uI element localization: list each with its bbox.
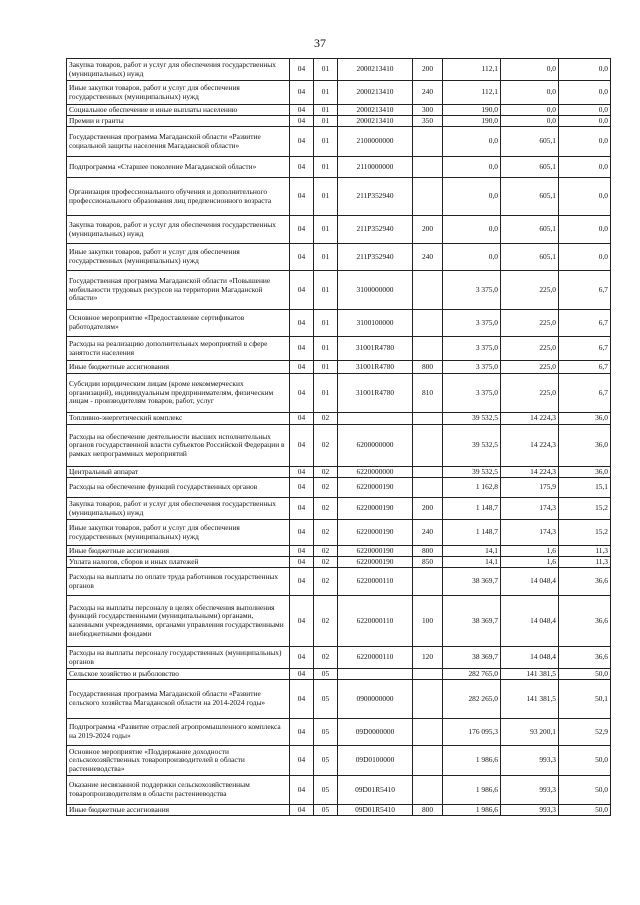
row-name-cell: Подпрограмма «Развитие отраслей агропромышленного комплекса на 2019-2024 годы»	[67, 719, 290, 746]
percent-cell: 36,0	[559, 425, 611, 467]
executed-amount-cell: 14 048,4	[501, 596, 559, 647]
executed-amount-cell: 0,0	[501, 59, 559, 81]
expense-type-cell: 800	[413, 805, 443, 816]
table-row	[67, 105, 611, 116]
subsection-code-cell: 05	[314, 746, 338, 776]
executed-amount-cell: 225,0	[501, 374, 559, 413]
section-code-cell: 04	[290, 105, 314, 116]
section-code-cell: 04	[290, 680, 314, 719]
subsection-code-cell: 02	[314, 647, 338, 669]
section-code-cell: 04	[290, 310, 314, 337]
row-name-cell: Иные бюджетные ассигнования	[67, 361, 290, 374]
target-article-cell: 6220000110	[338, 647, 413, 669]
section-code-cell: 04	[290, 647, 314, 669]
row-name-cell: Сельское хозяйство и рыболовство	[67, 669, 290, 680]
executed-amount-cell: 175,9	[501, 478, 559, 498]
section-code-cell: 04	[290, 478, 314, 498]
row-name-cell: Субсидии юридическим лицам (кроме некоммерческих организаций), индивидуальным предпринимателям, физическим лицам - производителям товаров, работ, услуг	[67, 374, 290, 413]
planned-amount-cell: 3 375,0	[443, 361, 501, 374]
row-name-cell: Государственная программа Магаданской области «Повышение мобильности трудовых ресурсов на территории Магаданской области»	[67, 271, 290, 310]
row-name-cell: Закупка товаров, работ и услуг для обеспечения государственных (муниципальных) нужд	[67, 498, 290, 520]
percent-cell: 52,9	[559, 719, 611, 746]
percent-cell: 0,0	[559, 127, 611, 157]
percent-cell: 36,6	[559, 596, 611, 647]
row-name-cell: Подпрограмма «Старшее поколение Магаданской области»	[67, 157, 290, 178]
executed-amount-cell: 225,0	[501, 271, 559, 310]
table-row	[67, 216, 611, 244]
section-code-cell: 04	[290, 178, 314, 216]
executed-amount-cell: 0,0	[501, 105, 559, 116]
table-row	[67, 467, 611, 478]
expense-type-cell: 850	[413, 557, 443, 568]
table-row	[67, 413, 611, 425]
table-row	[67, 568, 611, 596]
executed-amount-cell: 605,1	[501, 157, 559, 178]
table-row	[67, 244, 611, 271]
subsection-code-cell: 01	[314, 361, 338, 374]
percent-cell: 6,7	[559, 310, 611, 337]
percent-cell: 50,0	[559, 776, 611, 805]
executed-amount-cell: 225,0	[501, 337, 559, 361]
section-code-cell: 04	[290, 361, 314, 374]
section-code-cell: 04	[290, 127, 314, 157]
planned-amount-cell: 282 765,0	[443, 669, 501, 680]
expense-type-cell: 240	[413, 520, 443, 546]
executed-amount-cell: 225,0	[501, 310, 559, 337]
budget-table-body	[67, 59, 611, 816]
percent-cell: 6,7	[559, 374, 611, 413]
expense-type-cell: 200	[413, 216, 443, 244]
target-article-cell	[338, 413, 413, 425]
row-name-cell: Социальное обеспечение и иные выплаты населению	[67, 105, 290, 116]
section-code-cell: 04	[290, 546, 314, 557]
executed-amount-cell: 1,6	[501, 546, 559, 557]
section-code-cell: 04	[290, 244, 314, 271]
subsection-code-cell: 01	[314, 178, 338, 216]
target-article-cell: 2000213410	[338, 116, 413, 127]
executed-amount-cell: 174,3	[501, 520, 559, 546]
row-name-cell: Расходы на реализацию дополнительных мероприятий в сфере занятости населения	[67, 337, 290, 361]
section-code-cell: 04	[290, 498, 314, 520]
expense-type-cell	[413, 669, 443, 680]
subsection-code-cell: 02	[314, 546, 338, 557]
expense-type-cell: 800	[413, 546, 443, 557]
executed-amount-cell: 14 224,3	[501, 413, 559, 425]
expense-type-cell	[413, 178, 443, 216]
row-name-cell: Основное мероприятие «Предоставление сертификатов работодателям»	[67, 310, 290, 337]
target-article-cell: 0900000000	[338, 680, 413, 719]
section-code-cell: 04	[290, 746, 314, 776]
executed-amount-cell: 93 200,1	[501, 719, 559, 746]
table-row	[67, 596, 611, 647]
percent-cell: 0,0	[559, 81, 611, 105]
executed-amount-cell: 1,6	[501, 557, 559, 568]
planned-amount-cell: 0,0	[443, 127, 501, 157]
row-name-cell: Расходы на обеспечение функций государственных органов	[67, 478, 290, 498]
table-row	[67, 361, 611, 374]
table-row	[67, 127, 611, 157]
planned-amount-cell: 1 162,8	[443, 478, 501, 498]
row-name-cell: Топливно-энергетический комплекс	[67, 413, 290, 425]
row-name-cell: Иные закупки товаров, работ и услуг для обеспечения государственных (муниципальных) нужд	[67, 81, 290, 105]
target-article-cell: 09D0100000	[338, 746, 413, 776]
subsection-code-cell: 02	[314, 467, 338, 478]
table-row	[67, 157, 611, 178]
expense-type-cell: 200	[413, 59, 443, 81]
executed-amount-cell: 141 381,5	[501, 680, 559, 719]
expense-type-cell: 120	[413, 647, 443, 669]
row-name-cell: Закупка товаров, работ и услуг для обеспечения государственных (муниципальных) нужд	[67, 216, 290, 244]
target-article-cell: 211P352940	[338, 178, 413, 216]
planned-amount-cell: 0,0	[443, 157, 501, 178]
planned-amount-cell: 3 375,0	[443, 271, 501, 310]
section-code-cell: 04	[290, 59, 314, 81]
table-row	[67, 116, 611, 127]
expense-type-cell	[413, 719, 443, 746]
planned-amount-cell: 1 148,7	[443, 520, 501, 546]
target-article-cell: 09D01R5410	[338, 776, 413, 805]
percent-cell: 6,7	[559, 271, 611, 310]
percent-cell: 6,7	[559, 337, 611, 361]
executed-amount-cell: 993,3	[501, 805, 559, 816]
expense-type-cell: 800	[413, 361, 443, 374]
target-article-cell: 3100100000	[338, 310, 413, 337]
table-row	[67, 669, 611, 680]
planned-amount-cell: 39 532,5	[443, 425, 501, 467]
executed-amount-cell: 0,0	[501, 116, 559, 127]
row-name-cell: Премии и гранты	[67, 116, 290, 127]
target-article-cell: 6220000000	[338, 467, 413, 478]
table-row	[67, 647, 611, 669]
planned-amount-cell: 3 375,0	[443, 374, 501, 413]
expense-type-cell	[413, 776, 443, 805]
subsection-code-cell: 02	[314, 596, 338, 647]
section-code-cell: 04	[290, 81, 314, 105]
subsection-code-cell: 01	[314, 244, 338, 271]
section-code-cell: 04	[290, 157, 314, 178]
row-name-cell: Расходы на выплаты персоналу в целях обеспечения выполнения функций государственными (муниципальными) органами, казенными учреждениями, органами управления государственными внебюджетными фондами	[67, 596, 290, 647]
target-article-cell: 2110000000	[338, 157, 413, 178]
section-code-cell: 04	[290, 116, 314, 127]
row-name-cell: Оказание несвязанной поддержки сельскохозяйственным товаропроизводителям в области растениеводства	[67, 776, 290, 805]
target-article-cell: 2000213410	[338, 105, 413, 116]
row-name-cell: Закупка товаров, работ и услуг для обеспечения государственных (муниципальных) нужд	[67, 59, 290, 81]
percent-cell: 50,1	[559, 680, 611, 719]
expense-type-cell	[413, 337, 443, 361]
table-row	[67, 59, 611, 81]
table-row	[67, 271, 611, 310]
section-code-cell: 04	[290, 425, 314, 467]
planned-amount-cell: 3 375,0	[443, 310, 501, 337]
expense-type-cell	[413, 127, 443, 157]
table-row	[67, 310, 611, 337]
subsection-code-cell: 01	[314, 116, 338, 127]
subsection-code-cell: 05	[314, 680, 338, 719]
target-article-cell: 2000213410	[338, 59, 413, 81]
subsection-code-cell: 02	[314, 478, 338, 498]
percent-cell: 6,7	[559, 361, 611, 374]
percent-cell: 15,2	[559, 520, 611, 546]
table-row	[67, 498, 611, 520]
row-name-cell: Государственная программа Магаданской области «Развитие сельского хозяйства Магаданской области на 2014-2024 годы»	[67, 680, 290, 719]
budget-table	[66, 58, 611, 816]
expense-type-cell	[413, 157, 443, 178]
planned-amount-cell: 190,0	[443, 105, 501, 116]
subsection-code-cell: 01	[314, 271, 338, 310]
target-article-cell: 6220000190	[338, 546, 413, 557]
percent-cell: 0,0	[559, 157, 611, 178]
planned-amount-cell: 1 148,7	[443, 498, 501, 520]
row-name-cell: Иные бюджетные ассигнования	[67, 805, 290, 816]
planned-amount-cell: 1 986,6	[443, 776, 501, 805]
subsection-code-cell: 05	[314, 719, 338, 746]
planned-amount-cell: 3 375,0	[443, 337, 501, 361]
row-name-cell: Иные закупки товаров, работ и услуг для обеспечения государственных (муниципальных) нужд	[67, 520, 290, 546]
section-code-cell: 04	[290, 557, 314, 568]
executed-amount-cell: 605,1	[501, 178, 559, 216]
section-code-cell: 04	[290, 413, 314, 425]
planned-amount-cell: 38 369,7	[443, 568, 501, 596]
row-name-cell: Иные бюджетные ассигнования	[67, 546, 290, 557]
subsection-code-cell: 01	[314, 157, 338, 178]
planned-amount-cell: 1 986,6	[443, 805, 501, 816]
expense-type-cell	[413, 467, 443, 478]
table-row	[67, 478, 611, 498]
expense-type-cell: 300	[413, 105, 443, 116]
row-name-cell: Иные закупки товаров, работ и услуг для обеспечения государственных (муниципальных) нужд	[67, 244, 290, 271]
table-row	[67, 520, 611, 546]
planned-amount-cell: 112,1	[443, 59, 501, 81]
subsection-code-cell: 01	[314, 59, 338, 81]
percent-cell: 0,0	[559, 116, 611, 127]
planned-amount-cell: 14,1	[443, 546, 501, 557]
expense-type-cell	[413, 310, 443, 337]
planned-amount-cell: 0,0	[443, 216, 501, 244]
target-article-cell: 211P352940	[338, 244, 413, 271]
planned-amount-cell: 38 369,7	[443, 596, 501, 647]
table-row	[67, 719, 611, 746]
row-name-cell: Уплата налогов, сборов и иных платежей	[67, 557, 290, 568]
subsection-code-cell: 01	[314, 81, 338, 105]
percent-cell: 15,2	[559, 498, 611, 520]
executed-amount-cell: 0,0	[501, 81, 559, 105]
section-code-cell: 04	[290, 216, 314, 244]
section-code-cell: 04	[290, 337, 314, 361]
executed-amount-cell: 14 048,4	[501, 647, 559, 669]
subsection-code-cell: 01	[314, 127, 338, 157]
target-article-cell: 31001R4780	[338, 374, 413, 413]
percent-cell: 50,0	[559, 669, 611, 680]
planned-amount-cell: 1 986,6	[443, 746, 501, 776]
subsection-code-cell: 01	[314, 105, 338, 116]
section-code-cell: 04	[290, 719, 314, 746]
planned-amount-cell: 38 369,7	[443, 647, 501, 669]
percent-cell: 15,1	[559, 478, 611, 498]
percent-cell: 0,0	[559, 59, 611, 81]
executed-amount-cell: 605,1	[501, 127, 559, 157]
executed-amount-cell: 993,3	[501, 776, 559, 805]
target-article-cell: 31001R4780	[338, 361, 413, 374]
page-number: 37	[314, 36, 326, 50]
percent-cell: 0,0	[559, 216, 611, 244]
target-article-cell: 6200000000	[338, 425, 413, 467]
percent-cell: 36,0	[559, 467, 611, 478]
target-article-cell: 2000213410	[338, 81, 413, 105]
target-article-cell: 09D0000000	[338, 719, 413, 746]
expense-type-cell: 810	[413, 374, 443, 413]
executed-amount-cell: 605,1	[501, 244, 559, 271]
subsection-code-cell: 02	[314, 557, 338, 568]
percent-cell: 0,0	[559, 178, 611, 216]
executed-amount-cell: 14 224,3	[501, 467, 559, 478]
percent-cell: 0,0	[559, 105, 611, 116]
subsection-code-cell: 01	[314, 337, 338, 361]
target-article-cell	[338, 669, 413, 680]
expense-type-cell	[413, 680, 443, 719]
planned-amount-cell: 14,1	[443, 557, 501, 568]
target-article-cell: 6220000190	[338, 498, 413, 520]
target-article-cell: 6220000190	[338, 478, 413, 498]
target-article-cell: 3100000000	[338, 271, 413, 310]
section-code-cell: 04	[290, 669, 314, 680]
row-name-cell: Центральный аппарат	[67, 467, 290, 478]
section-code-cell: 04	[290, 596, 314, 647]
subsection-code-cell: 02	[314, 498, 338, 520]
table-row	[67, 178, 611, 216]
expense-type-cell	[413, 425, 443, 467]
subsection-code-cell: 02	[314, 425, 338, 467]
subsection-code-cell: 02	[314, 520, 338, 546]
table-row	[67, 746, 611, 776]
expense-type-cell: 100	[413, 596, 443, 647]
expense-type-cell	[413, 568, 443, 596]
planned-amount-cell: 0,0	[443, 178, 501, 216]
section-code-cell: 04	[290, 568, 314, 596]
expense-type-cell	[413, 478, 443, 498]
section-code-cell: 04	[290, 520, 314, 546]
target-article-cell: 31001R4780	[338, 337, 413, 361]
percent-cell: 0,0	[559, 244, 611, 271]
table-row	[67, 546, 611, 557]
row-name-cell: Основное мероприятие «Поддержание доходности сельскохозяйственных товаропроизводителей в области растениеводства»	[67, 746, 290, 776]
planned-amount-cell: 39 532,5	[443, 467, 501, 478]
section-code-cell: 04	[290, 374, 314, 413]
expense-type-cell: 240	[413, 81, 443, 105]
planned-amount-cell: 39 532,5	[443, 413, 501, 425]
table-row	[67, 425, 611, 467]
percent-cell: 50,0	[559, 805, 611, 816]
subsection-code-cell: 02	[314, 413, 338, 425]
section-code-cell: 04	[290, 776, 314, 805]
executed-amount-cell: 605,1	[501, 216, 559, 244]
expense-type-cell	[413, 271, 443, 310]
subsection-code-cell: 05	[314, 669, 338, 680]
percent-cell: 11,3	[559, 546, 611, 557]
percent-cell: 36,0	[559, 413, 611, 425]
percent-cell: 50,0	[559, 746, 611, 776]
subsection-code-cell: 02	[314, 568, 338, 596]
table-row	[67, 337, 611, 361]
expense-type-cell: 350	[413, 116, 443, 127]
expense-type-cell	[413, 746, 443, 776]
executed-amount-cell: 14 224,3	[501, 425, 559, 467]
target-article-cell: 2100000000	[338, 127, 413, 157]
expense-type-cell: 200	[413, 498, 443, 520]
planned-amount-cell: 176 095,3	[443, 719, 501, 746]
subsection-code-cell: 05	[314, 776, 338, 805]
target-article-cell: 6220000190	[338, 520, 413, 546]
row-name-cell: Организация профессионального обучения и дополнительного профессионального образования лиц предпенсионного возраста	[67, 178, 290, 216]
expense-type-cell	[413, 413, 443, 425]
row-name-cell: Расходы на выплаты по оплате труда работников государственных органов	[67, 568, 290, 596]
subsection-code-cell: 01	[314, 216, 338, 244]
executed-amount-cell: 174,3	[501, 498, 559, 520]
section-code-cell: 04	[290, 271, 314, 310]
section-code-cell: 04	[290, 805, 314, 816]
table-row	[67, 776, 611, 805]
row-name-cell: Расходы на выплаты персоналу государственных (муниципальных) органов	[67, 647, 290, 669]
planned-amount-cell: 282 265,0	[443, 680, 501, 719]
subsection-code-cell: 05	[314, 805, 338, 816]
target-article-cell: 211P352940	[338, 216, 413, 244]
target-article-cell: 6220000190	[338, 557, 413, 568]
table-row	[67, 557, 611, 568]
table-row	[67, 805, 611, 816]
row-name-cell: Государственная программа Магаданской области «Развитие социальной защиты населения Магаданской области»	[67, 127, 290, 157]
planned-amount-cell: 0,0	[443, 244, 501, 271]
executed-amount-cell: 141 381,5	[501, 669, 559, 680]
executed-amount-cell: 225,0	[501, 361, 559, 374]
table-row	[67, 81, 611, 105]
planned-amount-cell: 190,0	[443, 116, 501, 127]
planned-amount-cell: 112,1	[443, 81, 501, 105]
target-article-cell: 09D01R5410	[338, 805, 413, 816]
executed-amount-cell: 14 048,4	[501, 568, 559, 596]
section-code-cell: 04	[290, 467, 314, 478]
table-row	[67, 374, 611, 413]
percent-cell: 11,3	[559, 557, 611, 568]
percent-cell: 36,6	[559, 647, 611, 669]
target-article-cell: 6220000110	[338, 596, 413, 647]
target-article-cell: 6220000110	[338, 568, 413, 596]
executed-amount-cell: 993,3	[501, 746, 559, 776]
percent-cell: 36,6	[559, 568, 611, 596]
table-row	[67, 680, 611, 719]
row-name-cell: Расходы на обеспечение деятельности высших исполнительных органов государственной власти субъектов Российской Федерации в рамках непрограммных мероприятий	[67, 425, 290, 467]
expense-type-cell: 240	[413, 244, 443, 271]
subsection-code-cell: 01	[314, 374, 338, 413]
subsection-code-cell: 01	[314, 310, 338, 337]
